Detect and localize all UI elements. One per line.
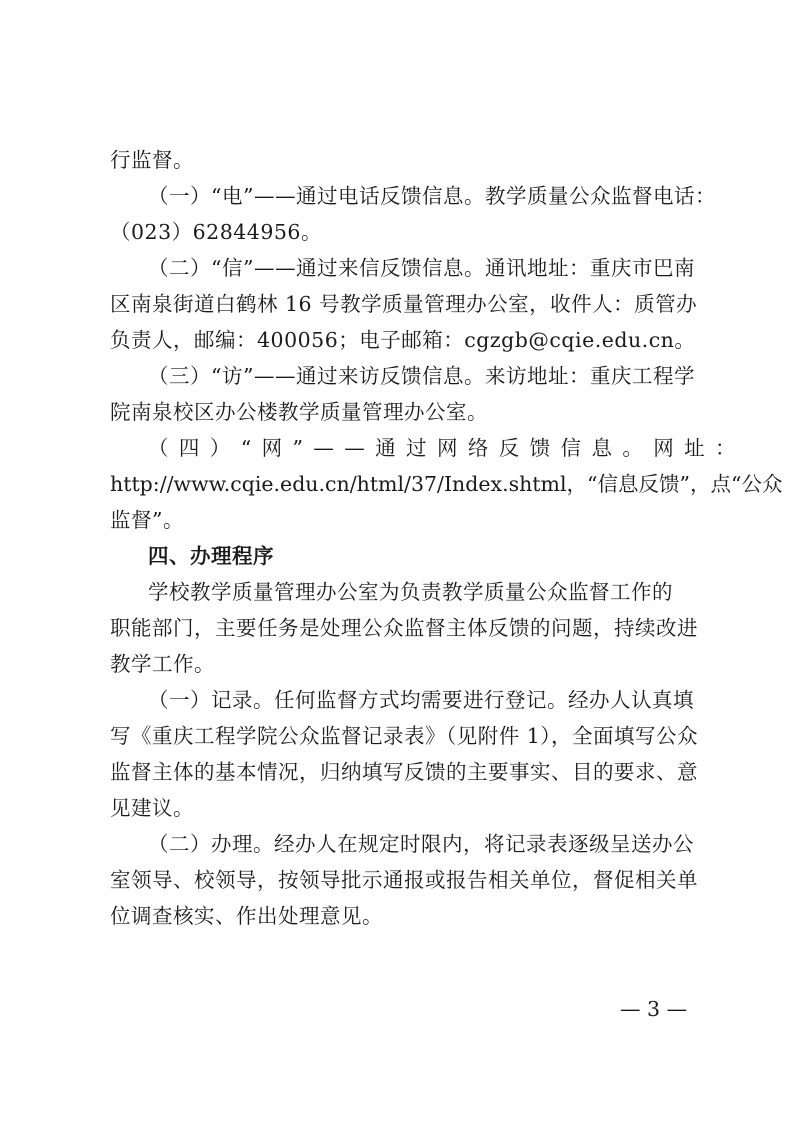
text-line-17: 写《重庆工程学院公众监督记录表》（见附件 1），全面填写公众	[110, 724, 699, 748]
text-line-6: 负责人，邮编：400056；电子邮箱：cgzgb@cqie.edu.cn。	[110, 328, 696, 352]
text-line-3: （023）62844956。	[110, 220, 322, 244]
text-line-14: 职能部门，主要任务是处理公众监督主体反馈的问题，持续改进	[110, 616, 698, 640]
text-line-21: 室领导、校领导，按领导批示通报或报告相关单位，督促相关单	[110, 868, 698, 892]
text-line-9: （四）“网”——通过网络反馈信息。网址：	[148, 436, 746, 460]
text-line-11: 监督”。	[110, 508, 184, 532]
text-line-15: 教学工作。	[110, 652, 215, 676]
page-number: — 3 —	[620, 997, 688, 1021]
text-line-8: 院南泉校区办公楼教学质量管理办公室。	[110, 400, 488, 424]
text-line-10: http://www.cqie.edu.cn/html/37/Index.shtml，“信息反馈”，点“公众	[110, 472, 783, 496]
text-line-13: 学校教学质量管理办公室为负责教学质量公众监督工作的	[148, 580, 673, 604]
text-line-2: （一）“电”——通过电话反馈信息。教学质量公众监督电话：	[148, 184, 716, 208]
section-heading: 四、办理程序	[148, 544, 274, 568]
text-line-16: （一）记录。任何监督方式均需要进行登记。经办人认真填	[148, 688, 694, 712]
text-line-4: （二）“信”——通过来信反馈信息。通讯地址：重庆市巴南	[148, 256, 695, 280]
text-line-5: 区南泉街道白鹤林 16 号教学质量管理办公室，收件人：质管办	[110, 292, 698, 316]
text-line-1: 行监督。	[110, 148, 194, 172]
text-line-20: （二）办理。经办人在规定时限内，将记录表逐级呈送办公	[148, 832, 694, 856]
text-line-19: 见建议。	[110, 796, 194, 820]
text-line-22: 位调查核实、作出处理意见。	[110, 904, 383, 928]
text-line-18: 监督主体的基本情况，归纳填写反馈的主要事实、目的要求、意	[110, 760, 698, 784]
text-line-7: （三）“访”——通过来访反馈信息。来访地址：重庆工程学	[148, 364, 695, 388]
